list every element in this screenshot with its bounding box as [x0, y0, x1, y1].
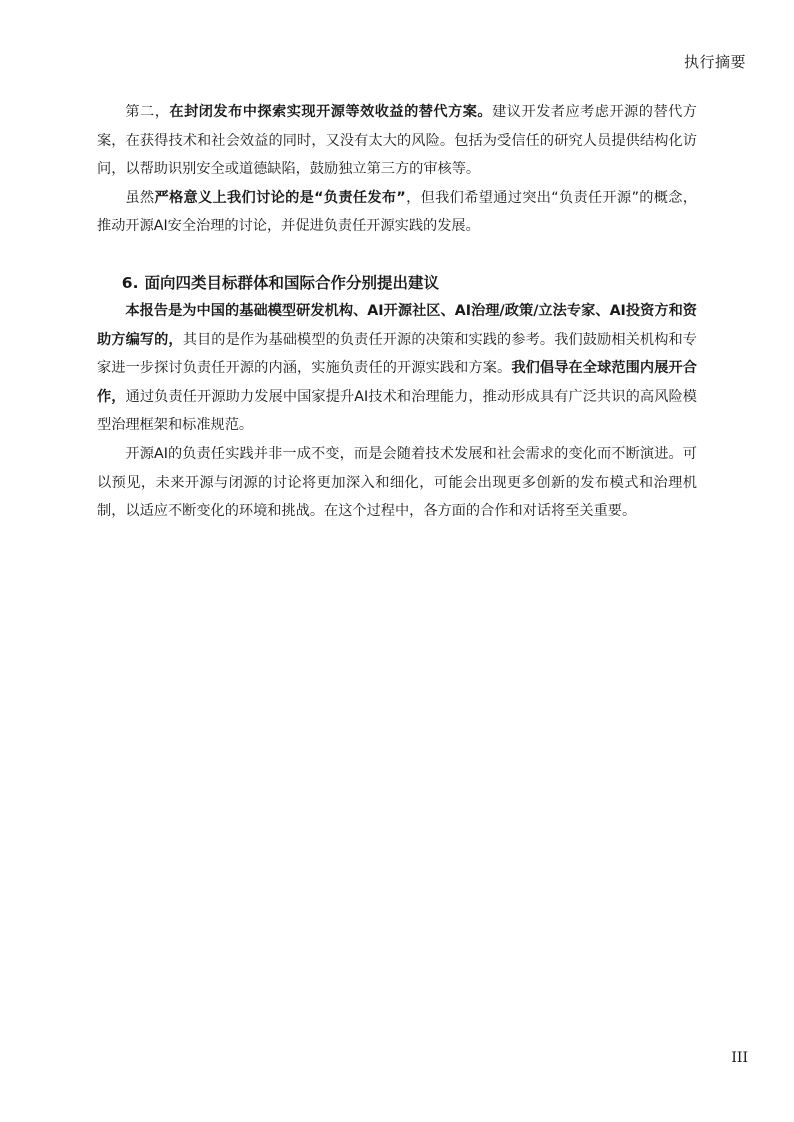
paragraph-responsible-release: [97, 184, 697, 241]
section-title: 面向四类目标群体和国际合作分别提出建议: [144, 273, 439, 292]
running-header: 执行摘要: [683, 53, 746, 71]
paragraph-text: 开源AI的负责任实践并非一成不变，而是会随着技术发展和社会需求的变化而不断演进。可以预见，未来开源与闭源的讨论将更加深入和细化，可能会出现更多创新的发布模式和治理机制，以适应不断变化的环境和挑战。在这个过程中，各方面的合作和对话将至关重要。: [97, 445, 697, 520]
paragraph-bold-emphasis: 我们倡导在全球范围内展开合作，: [97, 360, 697, 405]
section-heading: [97, 269, 697, 297]
paragraph-bold-emphasis: 本报告是为中国的基础模型研发机构、AI开源社区、AI治理/政策/立法专家、AI投资方和资助方编写的，: [97, 302, 697, 348]
paragraph-text: 其目的是作为基础模型的负责任开源的决策和实践的参考。我们鼓励相关机构和专家进一步探讨负责任开源的内涵，实施负责任的开源实践和方案。: [97, 331, 697, 377]
paragraph-text: ，但我们希望通过突出“负责任开源”的概念，推动开源AI安全治理的讨论，并促进负责任开源实践的发展。: [97, 189, 697, 235]
section-number: 6.: [121, 273, 139, 292]
paragraph-evolving-practice: [97, 440, 697, 526]
paragraph-text: 建议开发者应考虑开源的替代方案，在获得技术和社会效益的同时，又没有太大的风险。包括为受信任的研究人员提供结构化访问，以帮助识别安全或道德缺陷，鼓励独立第三方的审核等。: [97, 104, 697, 178]
paragraph-alternative-approaches: [97, 98, 697, 184]
page-number: III: [731, 1050, 748, 1066]
paragraph-text: 通过负责任开源助力发展中国家提升AI技术和治理能力，推动形成具有广泛共识的高风险模型治理框架和标准规范。: [97, 388, 697, 434]
paragraph-lead: 虽然: [125, 189, 155, 206]
paragraph-lead: 第二，: [125, 104, 170, 120]
page-body: [97, 98, 697, 526]
paragraph-bold-emphasis: 严格意义上我们讨论的是“负责任发布”: [154, 189, 406, 206]
paragraph-bold-emphasis: 在封闭发布中探索实现开源等效收益的替代方案。: [169, 104, 493, 120]
paragraph-target-audience: [97, 297, 697, 440]
